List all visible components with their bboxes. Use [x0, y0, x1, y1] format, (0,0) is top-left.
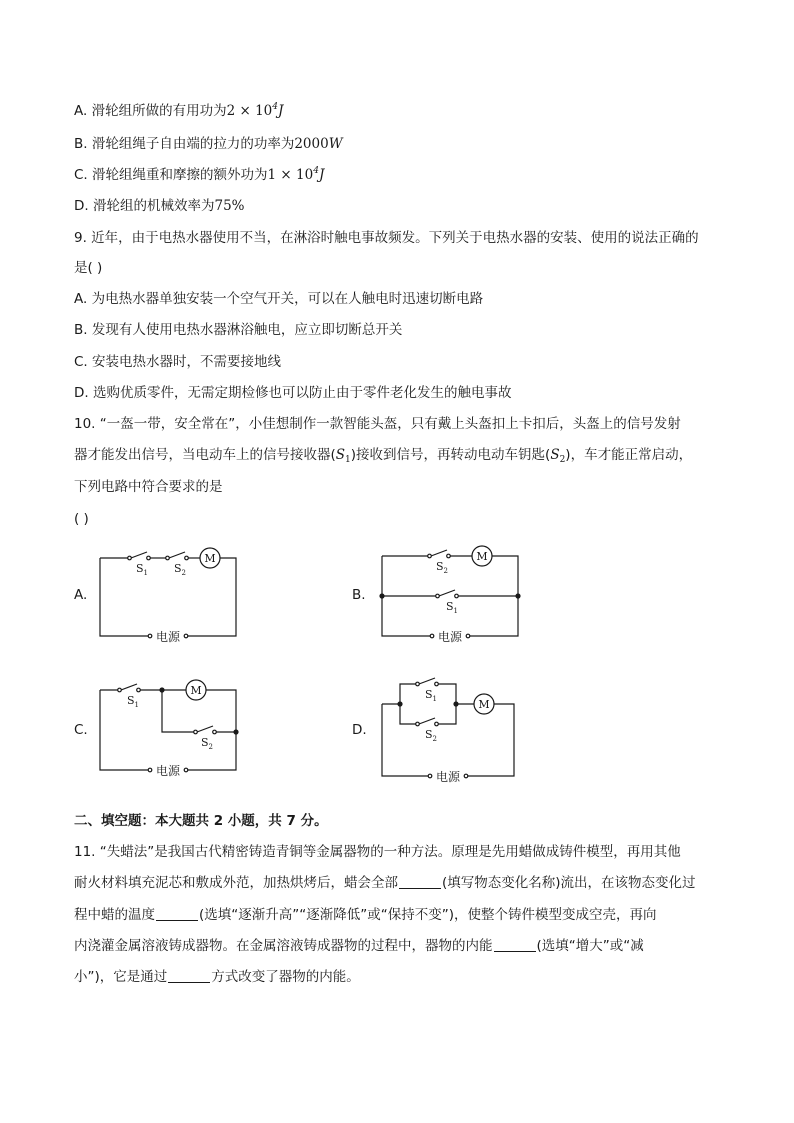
motor-label: M [204, 552, 216, 565]
q8-option-a-text: A. 滑轮组所做的有用功为 [74, 103, 227, 119]
receiver-symbol: S [335, 447, 346, 463]
answer-blank[interactable] [168, 968, 210, 983]
switch-s1 [121, 684, 137, 690]
q11-line4-text-b: (选填“增大”或“减 [536, 938, 644, 954]
switch-s2-label: $S_2$ [174, 562, 187, 577]
motor-label: M [478, 698, 490, 711]
q11-line3-text-a: 程中蜡的温度 [74, 907, 155, 923]
times-sign: × [239, 103, 251, 119]
switch-s2-label: $S_2$ [425, 728, 438, 743]
switch-s2-label: $S_2$ [201, 736, 214, 751]
circuit-d-diagram [372, 676, 532, 786]
circuit-c-label: C. [74, 722, 88, 738]
q8-option-c-unit: J [318, 167, 325, 183]
q8-option-a-number: 2 [226, 103, 236, 119]
q11-line5-text-a: 小”)，它是通过 [74, 969, 168, 985]
receiver-subscript: 1 [345, 455, 351, 465]
q10-answer-paren: ( ) [74, 511, 89, 527]
q9-option-d: D. 选购优质零件，无需定期检修也可以防止由于零件老化发生的触电事故 [74, 385, 512, 401]
q8-option-b-text: B. 滑轮组绳子自由端的拉力的功率为 [74, 136, 295, 152]
switch-s2-label: $S_2$ [436, 560, 449, 575]
q10-stem-line2 [74, 445, 692, 465]
circuit-d-wire [382, 704, 416, 724]
switch-s2 [419, 718, 435, 724]
junction-dot [379, 593, 384, 598]
q8-option-b-unit: W [328, 136, 343, 152]
times-sign: × [280, 167, 292, 183]
q11-line5-text-b: 方式改变了器物的内能。 [211, 969, 360, 985]
key-subscript: 2 [559, 455, 566, 465]
switch-s1 [131, 552, 147, 558]
q11-line5 [74, 967, 360, 987]
q11-line4-text-a: 内浇灌金属溶液铸成器物。在金属溶液铸成器物的过程中，器物的内能 [74, 938, 493, 954]
q8-option-c-exponent: 4 [313, 166, 319, 176]
circuit-a-wire [188, 558, 236, 636]
q8-option-d-number: 75% [214, 198, 245, 214]
circuit-c-wire [100, 690, 148, 770]
q9-stem-line1: 9. 近年，由于电热水器使用不当，在淋浴时触电事故频发。下列关于电热水器的安装、使用的说法正确的 [74, 230, 699, 246]
q11-line2-text-a: 耐火材料填充泥芯和敷成外范，加热烘烤后，蜡会全部 [74, 875, 398, 891]
q11-line2-text-b: (填写物态变化名称)流出，在该物态变化过 [442, 875, 696, 891]
section-heading: 二、填空题：本大题共 2 小题，共 7 分。 [74, 813, 328, 829]
junction-dot [159, 687, 164, 692]
q11-line4 [74, 936, 644, 956]
q8-option-c-number: 1 [267, 167, 277, 183]
circuit-d-wire [438, 684, 456, 704]
circuit-a-diagram [90, 540, 250, 650]
q9-option-b: B. 发现有人使用电热水器淋浴触电，应立即切断总开关 [74, 322, 403, 338]
q8-option-d [74, 196, 245, 216]
q10-stem-part-c: )，车才能正常启动， [565, 447, 693, 463]
switch-s1-label: $S_1$ [136, 562, 149, 577]
power-source-label: 电源 [437, 630, 463, 644]
answer-blank[interactable] [399, 874, 441, 889]
q11-line1: 11. “失蜡法”是我国古代精密铸造青铜等金属器物的一种方法。原理是先用蜡做成铸件模型，再用其他 [74, 844, 681, 860]
junction-dot [515, 593, 520, 598]
circuit-c-wire [162, 690, 194, 732]
q8-option-d-text: D. 滑轮组的机械效率为 [74, 198, 215, 214]
q8-option-a-base: 10 [255, 103, 273, 119]
q8-option-b [74, 134, 343, 154]
q11-line3-text-b: (选填“逐渐升高”“逐渐降低”或“保持不变”)，使整个铸件模型变成空壳，再向 [199, 907, 657, 923]
q9-stem-line2: 是( ) [74, 260, 103, 276]
q8-option-a-exponent: 4 [272, 102, 279, 112]
power-source-label: 电源 [435, 770, 461, 784]
q8-option-c-base: 10 [296, 167, 314, 183]
motor-label: M [476, 550, 488, 563]
circuit-d-wire [468, 704, 514, 776]
motor-label: M [190, 684, 202, 697]
switch-s1 [439, 590, 455, 596]
q8-option-b-number: 2000 [294, 136, 329, 152]
q10-stem-line1: 10. “一盔一带，安全常在”，小佳想制作一款智能头盔，只有戴上头盔扣上卡扣后，头盔上的信号发射 [74, 416, 681, 432]
q10-stem-part-b: )接收到信号，再转动电动车钥匙( [350, 447, 551, 463]
switch-s1-label: $S_1$ [446, 600, 459, 615]
switch-s1 [419, 678, 435, 684]
q9-option-c: C. 安装电热水器时，不需要接地线 [74, 354, 282, 370]
key-symbol: S [550, 447, 560, 463]
q10-stem-part-a: 器才能发出信号，当电动车上的信号接收器( [74, 447, 336, 463]
q10-stem-line3: 下列电路中符合要求的是 [74, 479, 223, 495]
circuit-d-label: D. [352, 722, 367, 738]
q11-line2 [74, 873, 696, 893]
q8-option-a-unit: J [278, 103, 284, 119]
q8-option-a [74, 101, 283, 121]
circuit-b-label: B. [352, 587, 366, 603]
switch-s2 [169, 552, 185, 558]
power-source-label: 电源 [155, 630, 181, 644]
switch-s1-label: $S_1$ [425, 688, 438, 703]
circuit-d-wire [438, 704, 474, 724]
answer-blank[interactable] [494, 937, 536, 952]
switch-s2 [197, 726, 213, 732]
circuit-d-wire [382, 704, 428, 776]
circuit-a-label: A. [74, 587, 88, 603]
circuit-b-diagram [370, 540, 530, 650]
junction-dot [453, 701, 458, 706]
junction-dot [233, 729, 238, 734]
q8-option-c-text: C. 滑轮组绳重和摩擦的额外功为 [74, 167, 268, 183]
circuit-c-diagram [90, 676, 250, 786]
q8-option-c [74, 165, 324, 185]
power-source-label: 电源 [155, 764, 181, 778]
junction-dot [397, 701, 402, 706]
q11-line3 [74, 905, 657, 925]
switch-s1-label: $S_1$ [127, 694, 140, 709]
q9-option-a: A. 为电热水器单独安装一个空气开关，可以在人触电时迅速切断电路 [74, 291, 484, 307]
switch-s2 [431, 550, 447, 556]
circuit-d-wire [400, 684, 416, 704]
answer-blank[interactable] [156, 906, 198, 921]
